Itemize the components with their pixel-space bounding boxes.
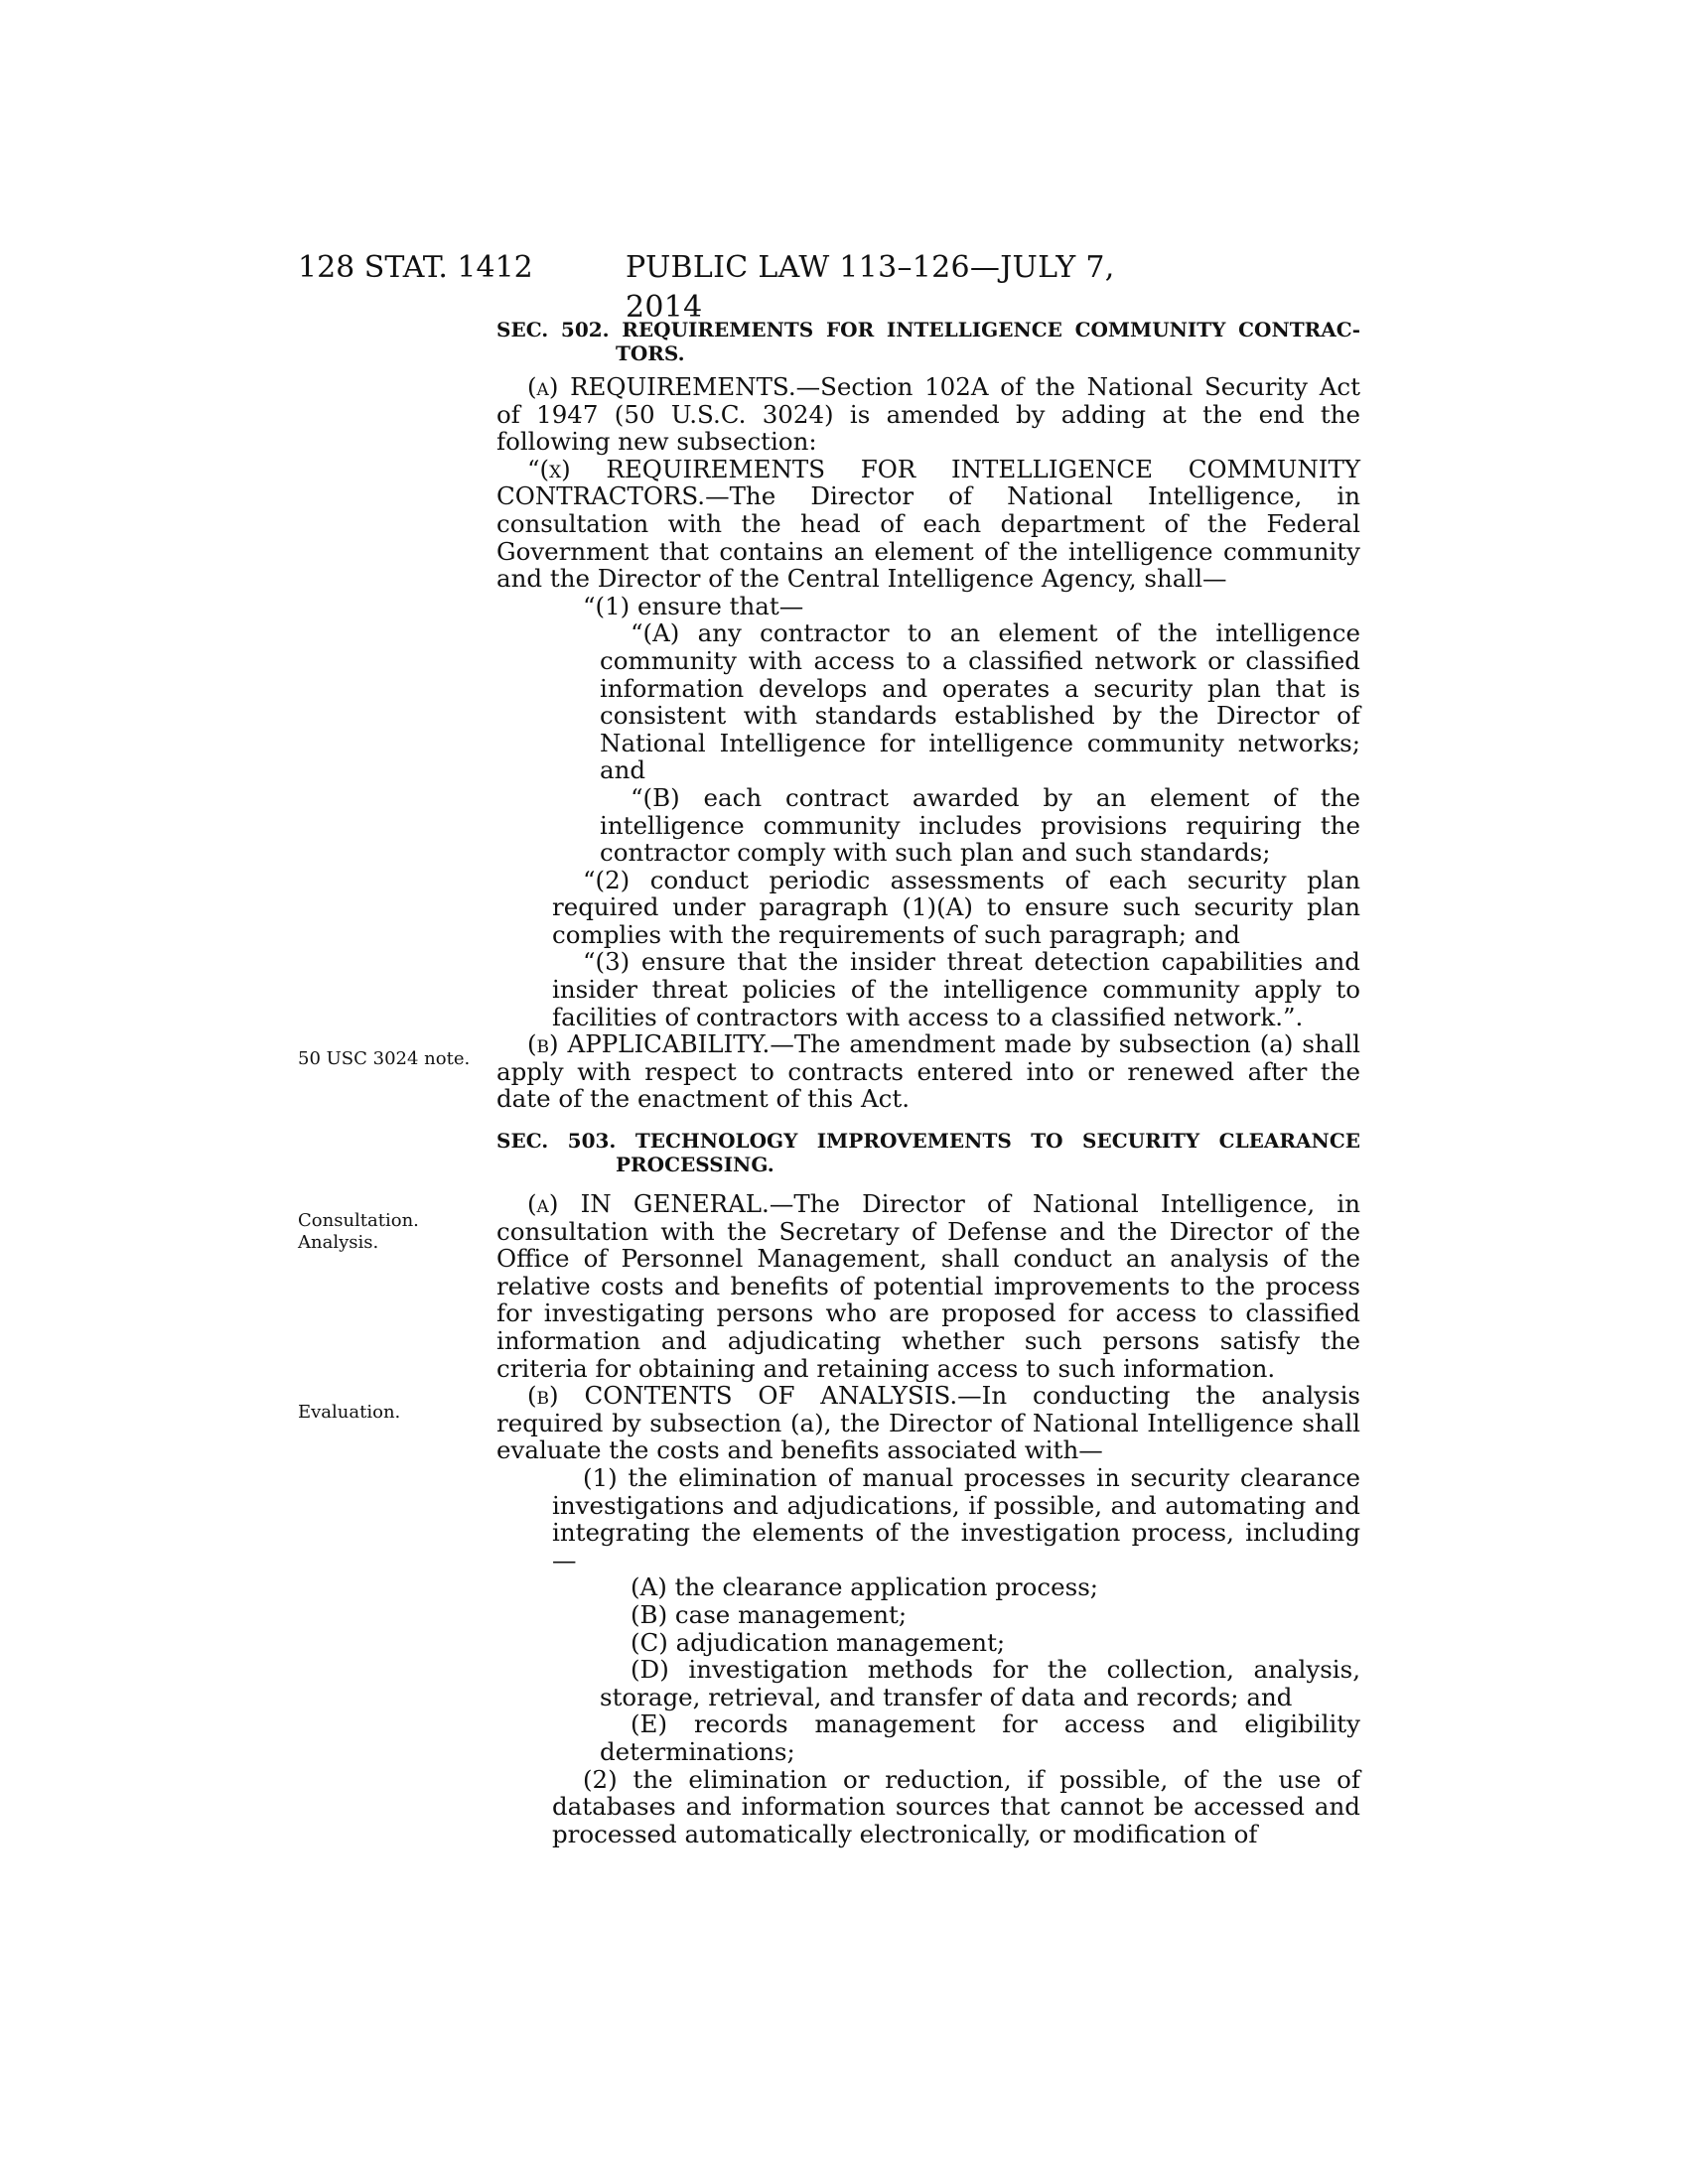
sec502-item-1B: “(B) each contract awarded by an element of the intelligence community includes provisions requiring the contractor comply with such plan and such standards; xyxy=(600,782,1360,868)
sec503-item-1A: (A) the clearance application process; xyxy=(631,1572,1099,1602)
sec502-item-3: “(3) ensure that the insider threat detection capabilities and insider threat policies of the intelligence community apply to facilities of contractors with access to a classified network.”. xyxy=(552,947,1360,1031)
sec503-b-label: (b) CONTENTS OF ANALYSIS. xyxy=(527,1381,958,1411)
margin-note-consultation: Consultation. Analysis. xyxy=(298,1210,419,1253)
statute-page-number: 128 STAT. 1412 xyxy=(298,250,533,285)
sec502-subsection-b xyxy=(496,1030,1360,1113)
sec502-item-2: “(2) conduct periodic assessments of each security plan required under paragraph (1)(A) to ensure such security plan complies with the requirements of such paragraph; and xyxy=(552,865,1360,949)
sec503-item-1B: (B) case management; xyxy=(631,1599,908,1629)
sec502-item-1: “(1) ensure that— xyxy=(583,591,804,620)
document-body xyxy=(496,318,1360,1847)
sec502-b-label: (b) APPLICABILITY. xyxy=(527,1029,771,1059)
sec502-x-label: “(x) REQUIREMENTS FOR INTELLIGENCE COMMUNITY CONTRACTORS. xyxy=(496,454,1360,511)
sec503-a-text: —The Director of National Intelligence, in consultation with the Secretary of Defense and the Director of the Office of Personnel Management, shall conduct an analysis of the relative costs and benefits of potential improvements to the process for investigating persons who are proposed for access to classified information and adjudicating whether such persons satisfy the criteria for obtaining and retaining access to such information. xyxy=(496,1189,1361,1383)
sec503-subsection-a xyxy=(496,1190,1360,1382)
sec502-x-text: —The Director of National Intelligence, in consultation with the head of each department of the Federal Government that contains an element of the intelligence community and the Director of the Central Intelligence Agency, shall— xyxy=(496,481,1360,594)
section-502-heading-line1: SEC. 502. REQUIREMENTS FOR INTELLIGENCE COMMUNITY CONTRAC- xyxy=(496,318,1360,341)
sec503-a-label: (a) IN GENERAL. xyxy=(527,1189,770,1219)
sec503-item-1: (1) the elimination of manual processes in security clearance investigations and adjudications, if possible, and automating and integrating the elements of the investigation process, including— xyxy=(552,1462,1360,1574)
sec502-a-label: (a) REQUIREMENTS. xyxy=(527,372,796,401)
sec502-subsection-a xyxy=(496,373,1360,456)
sec503-item-2: (2) the elimination or reduction, if possible, of the use of databases and information sources that cannot be accessed and processed automatically electronically, or modification of xyxy=(552,1764,1360,1848)
margin-note-usc: 50 USC 3024 note. xyxy=(298,1048,471,1069)
section-503-heading-line2: PROCESSING. xyxy=(616,1153,774,1177)
running-header xyxy=(298,248,1192,325)
section-502-heading-line2: TORS. xyxy=(616,341,685,365)
sec503-item-1E: (E) records management for access and eligibility determinations; xyxy=(600,1709,1360,1766)
sec502-b-text: —The amendment made by subsection (a) shall apply with respect to contracts entered into or renewed after the date of the enactment of this Act. xyxy=(496,1029,1360,1114)
sec502-a-text: —Section 102A of the National Security Act of 1947 (50 U.S.C. 3024) is amended by adding at the end the following new subsection: xyxy=(496,372,1360,457)
section-502-heading xyxy=(496,318,1360,365)
section-503-heading-line1: SEC. 503. TECHNOLOGY IMPROVEMENTS TO SECURITY CLEARANCE xyxy=(496,1129,1360,1154)
sec502-item-1A: “(A) any contractor to an element of the intelligence community with access to a classified network or classified information develops and operates a security plan that is consistent with standards established by the Director of National Intelligence for intelligence community networks; and xyxy=(600,618,1360,785)
margin-note-evaluation: Evaluation. xyxy=(298,1402,401,1423)
sec502-subsection-x xyxy=(496,456,1360,593)
public-law-title: PUBLIC LAW 113–126—JULY 7, 2014 xyxy=(626,250,1115,325)
sec503-subsection-b xyxy=(496,1382,1360,1464)
sec503-item-1C: (C) adjudication management; xyxy=(631,1627,1006,1657)
sec503-b-text: —In conducting the analysis required by subsection (a), the Director of National Intelligence shall evaluate the costs and benefits associated with— xyxy=(496,1381,1360,1465)
sec503-item-1D: (D) investigation methods for the collection, analysis, storage, retrieval, and transfer of data and records; and xyxy=(600,1655,1360,1711)
section-503-heading xyxy=(496,1129,1360,1176)
